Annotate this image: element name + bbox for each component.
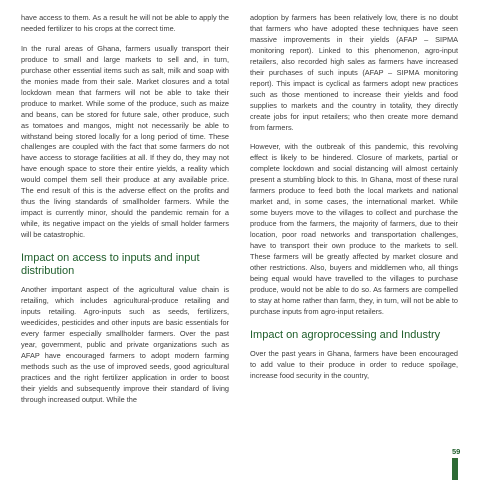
paragraph: adoption by farmers has been relatively low, there is no doubt that farmers who have adopted these techniques have seen massive improvements in their yields (AFAP – SIPMA monitoring report). Linked to this phenomenon, agro-input retailers, also recorded high sales as farmers have increased their purchases of such inputs (AFAP – SIPMA monitoring report). This impact is cyclical as farmers adopt new practices such as those mentioned to increase their yields and food supplies to markets and the country in totality, they directly create jobs for input retailers; who then create more demand from farmers. xyxy=(250,13,458,132)
footer-accent-bar xyxy=(452,458,458,480)
paragraph: have access to them. As a result he will not be able to apply the needed fertilizer to his crops at the correct time. xyxy=(21,13,229,33)
page-number: 59 xyxy=(452,447,461,456)
section-heading: Impact on agroprocessing and Industry xyxy=(250,328,441,341)
left-column xyxy=(21,13,229,415)
paragraph: Over the past years in Ghana, farmers have been encouraged to add value to their produce in order to reduce spoilage, increase food security in the country, xyxy=(250,349,458,381)
section-heading: Impact on access to inputs and input distribution xyxy=(21,252,200,277)
paragraph: However, with the outbreak of this pandemic, this revolving effect is likely to be hindered. Closure of markets, partial or complete lockdown and social distancing will almost certainly present a stumbling block to this. In Ghana, most of these rural farmers produce to feed both the local markets and national market and, in some cases, the international market. While some buyers move to the villages to collect and purchase the produce from the farmers, the majority of farmers, due to their location, poor road networks and transportation challenges, have to transport their own produce to the markets to sell. These farmers will be greatly affected by market closure and other restrictions. Also, buyers and middlemen who, all things being equal would have travelled to the villages to purchase produce, would not be able to do so. As farmers are compelled to stay at home rather than farm, they, in turn, will not be able to purchase inputs from agro-input retailers. xyxy=(250,142,458,316)
paragraph: Another important aspect of the agricultural value chain is retailing, which includes agricultural-produce retailing and inputs retailing. Agro-inputs such as seeds, fertilizers, weedicides, pesticides and other inputs are basic essentials for every farmer especially smallholder farmers. Over the past year, government, public and private organizations such as AFAP have encouraged farmers to adopt modern farming methods such as the use of improved seeds, good agricultural practices and the right fertilizer application in order to boost their yields and subsequently improve their standard of living through increased output. While the xyxy=(21,285,229,404)
right-column xyxy=(250,13,458,391)
paragraph: In the rural areas of Ghana, farmers usually transport their produce to small and large markets to sell and, in turn, purchase other essential items such as salt, milk and soap with the monies made from their sale. Market closures and a total lockdown mean that farmers will not be able to take their produce to market. While some of the produce, such as maize and beans, can be stored for future sale, other produce, such as tomatoes and mangos, might not necessarily be able to withstand being stored locally for a long period of time. These challenges are coupled with the fact that some farmers do not have access to storage facilities at all. If they do, they may not have enough space to store their entire yields, a reality which would compel them sell their produce at any available price. The end result of this is the adverse effect on the profits and thus the living standards of smallholder farmers. While the impact is currently minor, should the pandemic remain for a while, its negative impact on the yields of small holder farmers will be catastrophic. xyxy=(21,43,229,240)
